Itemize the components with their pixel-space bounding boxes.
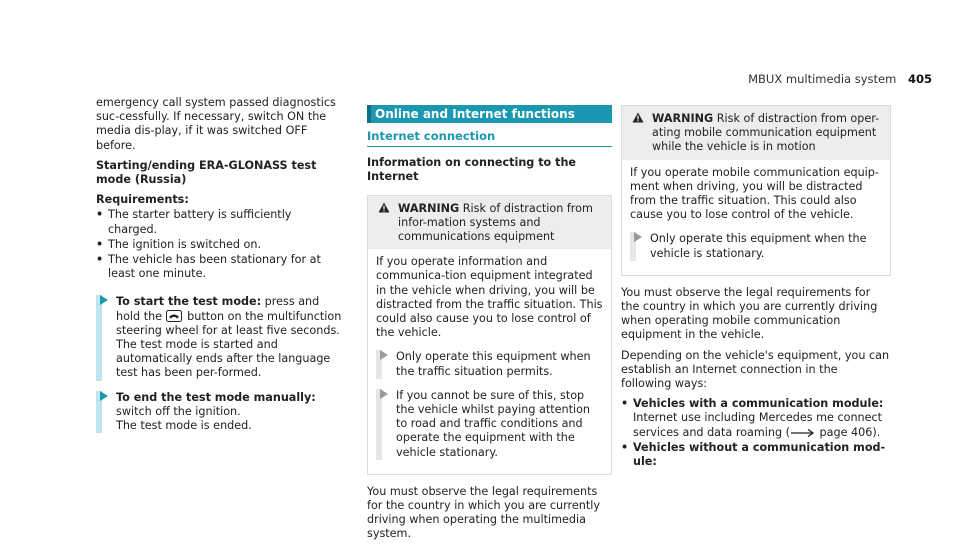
step-text-cont: button on the multifunction steering wheel for at least five seconds. xyxy=(116,309,342,337)
connection-list xyxy=(621,397,891,469)
step-end-test xyxy=(96,391,344,434)
column-2 xyxy=(367,96,612,548)
warning-box xyxy=(367,195,612,475)
bullet-text: Internet use including Mercedes me connect services and data roaming ( xyxy=(633,411,883,439)
section-heading: Starting/ending ERA-GLONASS test mode (Russia) xyxy=(96,158,317,187)
step-bar xyxy=(96,391,102,434)
warning-step xyxy=(376,350,603,378)
warning-icon xyxy=(378,202,390,213)
section-title-bar: Online and Internet functions xyxy=(367,105,612,123)
step-text: Only operate this equipment when the traffic situation permits. xyxy=(396,350,591,378)
page-reference-arrow-icon[interactable] xyxy=(790,428,816,438)
arrow-icon xyxy=(100,391,108,401)
arrow-icon xyxy=(380,350,388,360)
step-bar xyxy=(96,295,102,380)
list-item: • The starter battery is sufficiently charged. xyxy=(96,208,344,236)
warning-label: WARNING xyxy=(398,201,460,215)
column-1 xyxy=(96,96,344,443)
step-text: switch off the ignition. xyxy=(116,404,241,418)
page-reference-link[interactable]: page 406). xyxy=(816,425,881,439)
phone-hangup-icon xyxy=(166,310,182,322)
warning-body: If you operate information and communica-tion equipment integrated in the vehicle when driving, you will be distracted from the traffic situation. This could also cause you to lose control of the vehicle. xyxy=(376,255,603,340)
warning-icon xyxy=(632,112,644,123)
warning-step xyxy=(630,232,882,260)
connection-paragraph: Depending on the vehicle's equipment, you can establish an Internet connection in the following ways: xyxy=(621,348,890,391)
step-text: press and hold the xyxy=(116,295,320,323)
arrow-icon xyxy=(380,389,388,399)
arrow-icon xyxy=(100,295,108,305)
list-item: • The vehicle has been stationary for at least one minute. xyxy=(96,253,344,281)
bullet-title: Vehicles with a communication module: xyxy=(633,397,884,411)
list-item: • The ignition is switched on. xyxy=(96,238,344,252)
warning-box xyxy=(621,105,891,276)
warning-body: If you operate mobile communication equip-ment when driving, you will be distracted from the traffic situation. This could also cause you to lose control of the vehicle. xyxy=(630,165,879,222)
requirements-label: Requirements: xyxy=(96,193,189,207)
step-result: The test mode is ended. xyxy=(116,419,252,433)
list-item xyxy=(621,397,891,440)
step-text: If you cannot be sure of this, stop the vehicle whilst paying attention to road and traffic conditions and operate the equipment with the vehicle stationary. xyxy=(396,388,591,459)
intro-paragraph: emergency call system passed diagnostics suc-cessfully. If necessary, switch ON the media dis-play, if it was switched OFF before. xyxy=(96,96,336,152)
page-header xyxy=(727,72,932,86)
step-start-test xyxy=(96,295,344,380)
warning-step xyxy=(376,389,603,460)
list-item xyxy=(621,441,891,469)
legal-paragraph: You must observe the legal requirements for the country in which you are currently driving when operating mobile communication equipment in the vehicle. xyxy=(621,285,878,342)
column-3 xyxy=(621,96,891,473)
warning-header xyxy=(622,106,890,160)
warning-title: Risk of distraction from infor-mation systems and communications equipment xyxy=(398,201,593,244)
legal-paragraph: You must observe the legal requirements for the country in which you are currently driving when operating the multimedia system. xyxy=(367,484,600,541)
requirements-list xyxy=(96,208,344,281)
header-title: MBUX multimedia system xyxy=(748,72,897,86)
subsection-title: Internet connection xyxy=(367,129,612,147)
step-label: To end the test mode manually: xyxy=(116,390,316,404)
step-text: Only operate this equipment when the vehicle is stationary. xyxy=(650,232,867,260)
warning-header xyxy=(368,196,611,250)
warning-title: Risk of distraction from oper-ating mobile communication equipment while the vehicle is in motion xyxy=(652,112,880,154)
page-number: 405 xyxy=(907,72,932,86)
arrow-icon xyxy=(634,232,642,242)
step-label: To start the test mode: xyxy=(116,295,262,309)
warning-label: WARNING xyxy=(652,112,714,125)
bullet-title: Vehicles without a communication mod-ule: xyxy=(633,440,886,469)
step-result: The test mode is started and automatically ends after the language test has been per-formed. xyxy=(116,338,331,380)
info-heading: Information on connecting to the Internet xyxy=(367,156,577,184)
